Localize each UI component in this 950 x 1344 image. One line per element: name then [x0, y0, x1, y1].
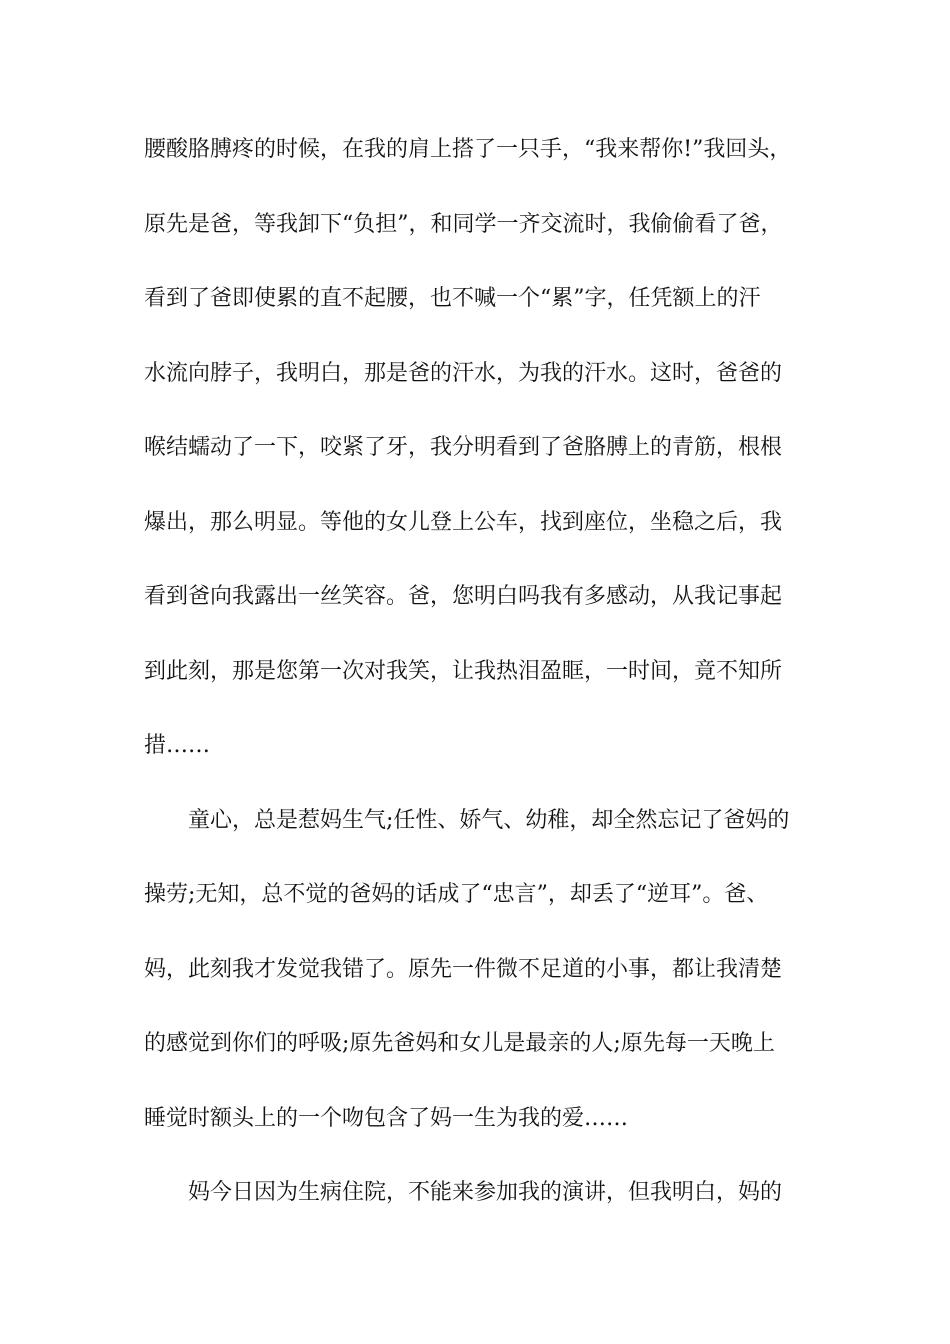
text-line: 妈今日因为生病住院，不能来参加我的演讲，但我明白，妈的: [144, 1180, 783, 1205]
text-line: 水流向脖子，我明白，那是爸的汗水，为我的汗水。这时，爸爸的: [144, 360, 783, 386]
text-line: 看到爸向我露出一丝笑容。爸，您明白吗我有多感动，从我记事起: [144, 584, 783, 609]
text-line: 操劳;无知，总不觉的爸妈的话成了“忠言”，却丢了“逆耳”。爸、: [144, 882, 769, 907]
text-line: 童心，总是惹妈生气;任性、娇气、幼稚，却全然忘记了爸妈的: [144, 807, 790, 833]
text-line: 妈，此刻我才发觉我错了。原先一件微不足道的小事，都让我清楚: [144, 956, 783, 982]
body-text: [144, 126, 814, 1244]
text-line: 喉结蠕动了一下，咬紧了牙，我分明看到了爸胳膊上的青筋，根根: [144, 435, 783, 460]
text-line: 爆出，那么明显。等他的女儿登上公车，找到座位，坐稳之后，我: [144, 509, 783, 535]
text-line: 的感觉到你们的呼吸;原先爸妈和女儿是最亲的人;原先每一天晚上: [144, 1031, 775, 1056]
text-line: 原先是爸，等我卸下“负担”，和同学一齐交流时，我偷偷看了爸，: [144, 211, 783, 237]
text-line: 睡觉时额头上的一个吻包含了妈一生为我的爱……: [144, 1105, 629, 1131]
text-line: 到此刻，那是您第一次对我笑，让我热泪盈眶，一时间，竟不知所: [144, 658, 783, 684]
text-line: 措……: [144, 733, 211, 758]
text-line: 腰酸胳膊疼的时候，在我的肩上搭了一只手，“我来帮你!”我回头，: [144, 137, 792, 162]
text-line: 看到了爸即使累的直不起腰，也不喊一个“累”字，任凭额上的汗: [144, 286, 761, 311]
